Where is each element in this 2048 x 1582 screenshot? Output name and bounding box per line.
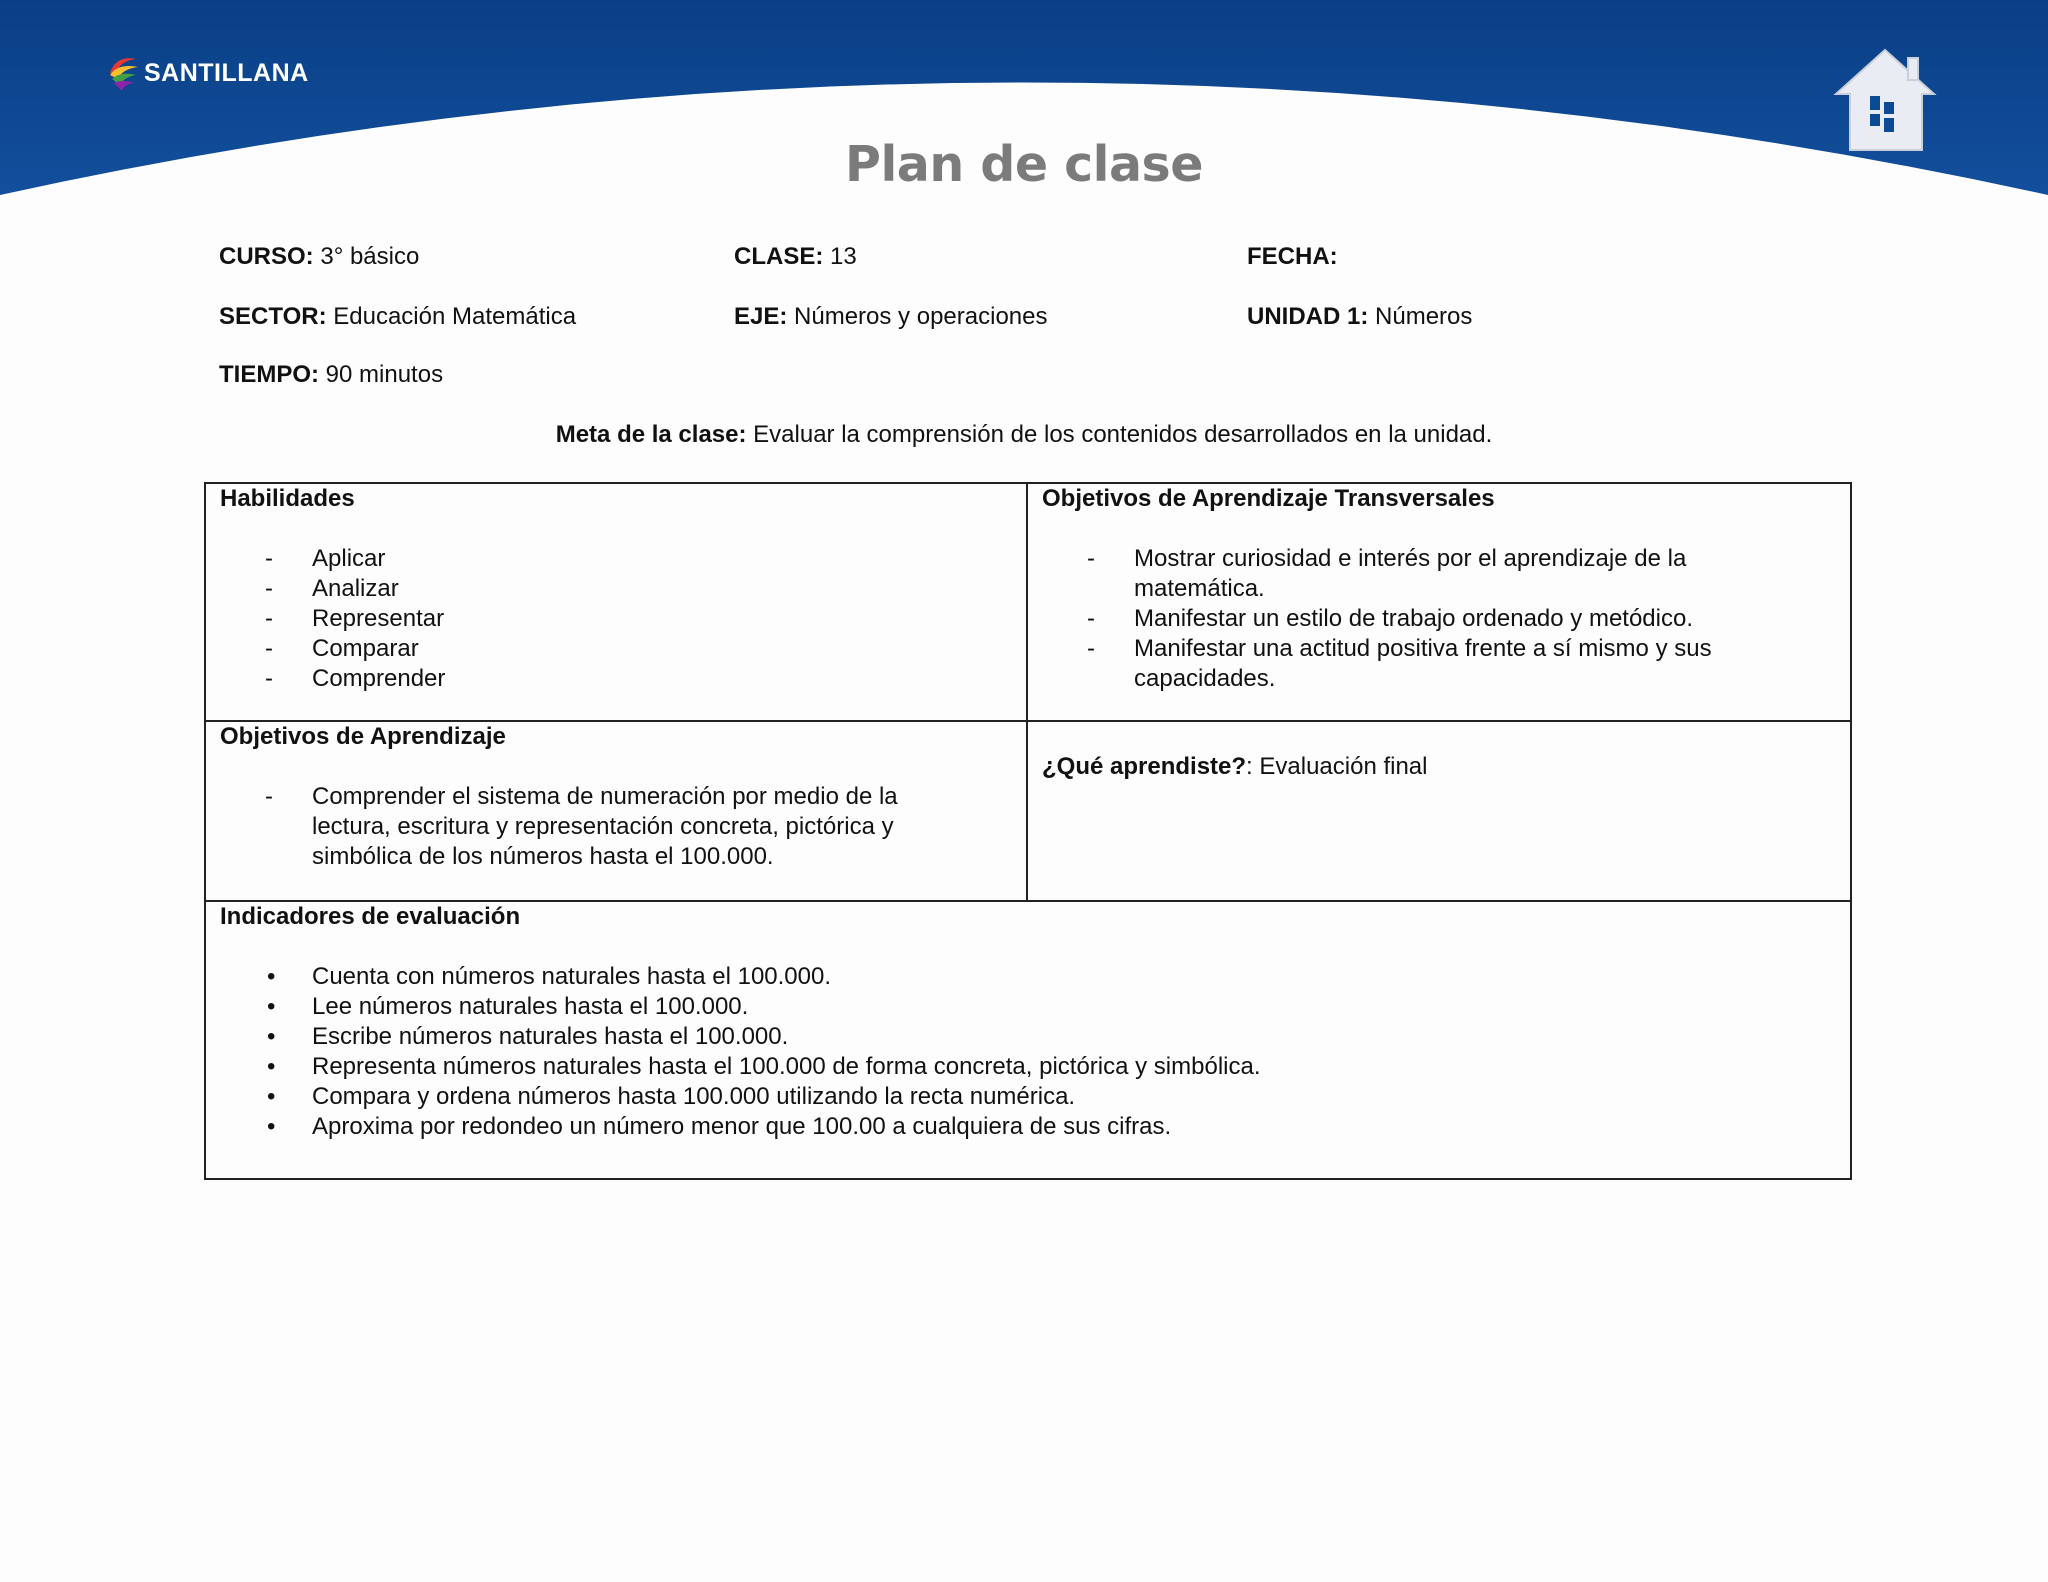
oat-title: Objetivos de Aprendizaje Transversales	[1042, 485, 1495, 512]
santillana-logo-icon	[106, 53, 140, 93]
indicadores-list	[220, 962, 1836, 1142]
curso-value: 3° básico	[320, 243, 420, 270]
eje-value: Números y operaciones	[794, 303, 1048, 330]
meta-value: Evaluar la comprensión de los contenidos desarrollados en la unidad.	[753, 421, 1493, 448]
curso-field	[219, 242, 419, 272]
list-item: - Mostrar curiosidad e interés por el aprendizaje de la matemática.	[1042, 544, 1742, 604]
list-item: - Comprender	[220, 664, 1012, 694]
indicadores-cell	[206, 902, 1850, 1178]
oat-list	[1042, 544, 1742, 694]
santillana-logo	[106, 48, 309, 98]
unidad-label: UNIDAD 1:	[1247, 303, 1369, 330]
clase-value: 13	[830, 243, 857, 270]
objetivos-cell	[206, 722, 1026, 900]
sector-value: Educación Matemática	[333, 303, 577, 330]
sector-label: SECTOR:	[219, 303, 327, 330]
sector-field	[219, 302, 576, 332]
fecha-field	[1247, 242, 1338, 272]
list-item: - Comparar	[220, 634, 1012, 664]
list-item: - Comprender el sistema de numeración por medio de la lectura, escritura y representación concreta, pictórica y simbólica de los números hasta el 100.000.	[220, 782, 970, 872]
list-item: • Aproxima por redondeo un número menor que 100.00 a cualquiera de sus cifras.	[220, 1112, 1836, 1142]
fecha-label: FECHA:	[1247, 243, 1338, 270]
habilidades-list	[220, 544, 1012, 694]
list-item: • Cuenta con números naturales hasta el 100.000.	[220, 962, 1836, 992]
objetivos-list	[220, 782, 970, 872]
page-title: Plan de clase	[845, 136, 1203, 193]
indicadores-title: Indicadores de evaluación	[220, 903, 521, 930]
list-item: • Compara y ordena números hasta 100.000 utilizando la recta numérica.	[220, 1082, 1836, 1112]
list-item: • Escribe números naturales hasta el 100.000.	[220, 1022, 1836, 1052]
curso-label: CURSO:	[219, 243, 314, 270]
list-item: - Representar	[220, 604, 1012, 634]
unidad-value: Números	[1375, 303, 1473, 330]
tiempo-label: TIEMPO:	[219, 361, 319, 388]
habilidades-title: Habilidades	[220, 485, 355, 512]
list-item: - Aplicar	[220, 544, 1012, 574]
list-item: - Manifestar una actitud positiva frente a sí mismo y sus capacidades.	[1042, 634, 1742, 694]
list-item: - Manifestar un estilo de trabajo ordenado y metódico.	[1042, 604, 1742, 634]
clase-field	[734, 242, 857, 272]
oat-cell	[1028, 484, 1850, 720]
clase-label: CLASE:	[734, 243, 824, 270]
que-aprendiste-label: ¿Qué aprendiste?	[1042, 753, 1247, 780]
meta-de-la-clase	[0, 420, 2048, 450]
que-aprendiste-cell	[1028, 722, 1850, 900]
eje-field	[734, 302, 1047, 332]
tiempo-field	[219, 360, 443, 390]
brand-name: SANTILLANA	[144, 58, 309, 87]
tiempo-value: 90 minutos	[325, 361, 444, 388]
list-item: - Analizar	[220, 574, 1012, 604]
eje-label: EJE:	[734, 303, 788, 330]
habilidades-cell	[206, 484, 1026, 720]
meta-label: Meta de la clase:	[555, 421, 747, 448]
que-aprendiste-value: : Evaluación final	[1246, 753, 1428, 780]
unidad-field	[1247, 302, 1472, 332]
list-item: • Lee números naturales hasta el 100.000.	[220, 992, 1836, 1022]
objetivos-title: Objetivos de Aprendizaje	[220, 723, 506, 750]
plan-table	[204, 482, 1852, 1180]
list-item: • Representa números naturales hasta el 100.000 de forma concreta, pictórica y simbólica.	[220, 1052, 1836, 1082]
